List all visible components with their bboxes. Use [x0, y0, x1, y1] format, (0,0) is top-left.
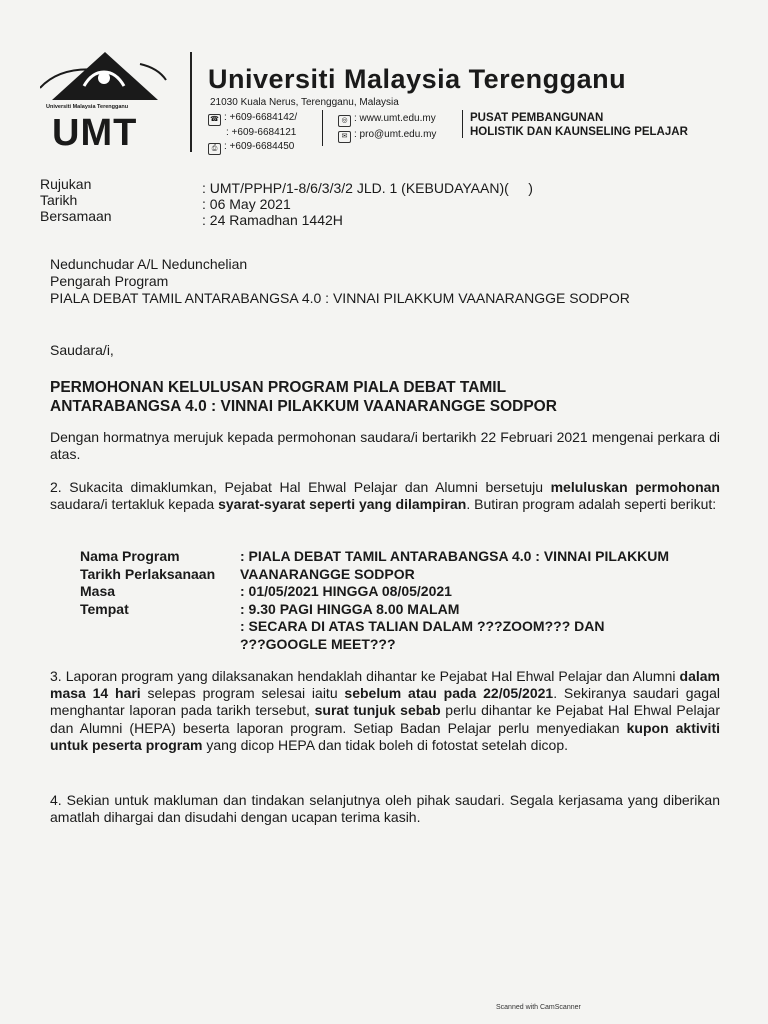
contact-divider	[322, 110, 323, 146]
value-line-2: VAANARANGGE SODPOR	[240, 565, 415, 582]
globe-icon: ◎	[338, 115, 351, 127]
umt-logo	[40, 48, 170, 158]
tarikh-value: : 06 May 2021	[202, 196, 291, 212]
header-divider	[190, 52, 192, 152]
subject-heading	[50, 378, 730, 416]
fax-number: : +609-6684450	[224, 141, 295, 152]
recipient-program: PIALA DEBAT TAMIL ANTARABANGSA 4.0 : VINNAI PILAKKUM VAANARANGGE SODPOR	[50, 290, 630, 306]
paragraph-4: 4. Sekian untuk makluman dan tindakan selanjutnya oleh pihak saudari. Segala kerjasama yang diberikan amatlah dihargai dan disudahi dengan ucapan terima kasih.	[50, 792, 720, 825]
paragraph-1: Dengan hormatnya merujuk kepada permohonan saudara/i bertarikh 22 Februari 2021 mengenai perkara di atas.	[50, 429, 720, 462]
salutation: Saudara/i,	[50, 342, 114, 358]
subject-line-2: ANTARABANGSA 4.0 : VINNAI PILAKKUM VAANARANGGE SODPOR	[50, 398, 557, 415]
phone-block	[208, 111, 297, 155]
recipient-name: Nedunchudar A/L Nedunchelian	[50, 256, 248, 272]
website: : www.umt.edu.my	[354, 113, 436, 124]
value-line-6: ???GOOGLE MEET???	[240, 635, 396, 652]
reference-values	[202, 180, 533, 228]
centre-divider	[462, 110, 463, 138]
logo-caption: Universiti Malaysia Terengganu	[46, 104, 129, 110]
value-line-3: : 01/05/2021 HINGGA 08/05/2021	[240, 583, 452, 599]
tarikh-label: Tarikh	[40, 192, 78, 208]
web-block	[338, 111, 436, 143]
scanner-note: Scanned with CamScanner	[496, 1004, 581, 1011]
centre-name	[470, 111, 688, 139]
bersamaan-value: : 24 Ramadhan 1442H	[202, 212, 343, 228]
paragraph-3: 3. Laporan program yang dilaksanakan hendaklah dihantar ke Pejabat Hal Ehwal Pelajar dan Alumni dalam masa 14 hari selepas program selesai iaitu sebelum atau pada 22/05/2021. Sekiranya saudari gagal menghantar laporan pada tarikh tersebut, surat tunjuk sebab perlu dihantar ke Pejabat Hal Ehwal Pelajar dan Alumni (HEPA) beserta laporan program. Setiap Badan Pelajar perlu menyediakan kupon aktiviti untuk peserta program yang dicop HEPA dan tidak boleh di fotostat setelah dicop.	[50, 668, 721, 753]
phone-2: : +609-6684121	[226, 127, 297, 138]
label-masa: Masa	[80, 583, 116, 599]
bersamaan-label: Bersamaan	[40, 208, 112, 224]
program-values	[240, 548, 740, 653]
value-line-4: : 9.30 PAGI HINGGA 8.00 MALAM	[240, 600, 460, 617]
label-nama-program: Nama Program	[80, 548, 180, 564]
label-tempat: Tempat	[80, 600, 129, 617]
label-tarikh: Tarikh Perlaksanaan	[80, 565, 216, 582]
rujukan-label: Rujukan	[40, 176, 92, 192]
recipient-position: Pengarah Program	[50, 273, 169, 289]
paragraph-2: 2. Sukacita dimaklumkan, Pejabat Hal Ehwal Pelajar dan Alumni bersetuju meluluskan permohonan saudara/i tertakluk kepada syarat-syarat seperti yang dilampiran. Butiran program adalah seperti berikut:	[50, 479, 720, 512]
logo-text: UMT	[52, 112, 138, 154]
fax-icon: ⎙	[208, 143, 221, 155]
value-line-1: : PIALA DEBAT TAMIL ANTARABANGSA 4.0 : VINNAI PILAKKUM	[240, 548, 670, 564]
phone-1: : +609-6684142/	[224, 112, 298, 123]
mail-icon: ✉	[338, 131, 351, 143]
rujukan-value: : UMT/PPHP/1-8/6/3/3/2 JLD. 1 (KEBUDAYAAN)( )	[202, 180, 533, 196]
university-name: Universiti Malaysia Terengganu	[208, 64, 627, 94]
reference-labels	[40, 176, 112, 224]
program-labels	[80, 548, 215, 618]
subject-line-1: PERMOHONAN KELULUSAN PROGRAM PIALA DEBAT TAMIL	[50, 379, 507, 396]
university-address: 21030 Kuala Nerus, Terengganu, Malaysia	[210, 97, 399, 108]
centre-line-2: HOLISTIK DAN KAUNSELING PELAJAR	[470, 126, 688, 138]
phone-icon: ☎	[208, 114, 221, 126]
centre-line-1: PUSAT PEMBANGUNAN	[470, 112, 604, 124]
recipient-block	[50, 256, 630, 307]
email: : pro@umt.edu.my	[354, 129, 437, 140]
value-line-5: : SECARA DI ATAS TALIAN DALAM ???ZOOM??? DAN	[240, 618, 605, 634]
